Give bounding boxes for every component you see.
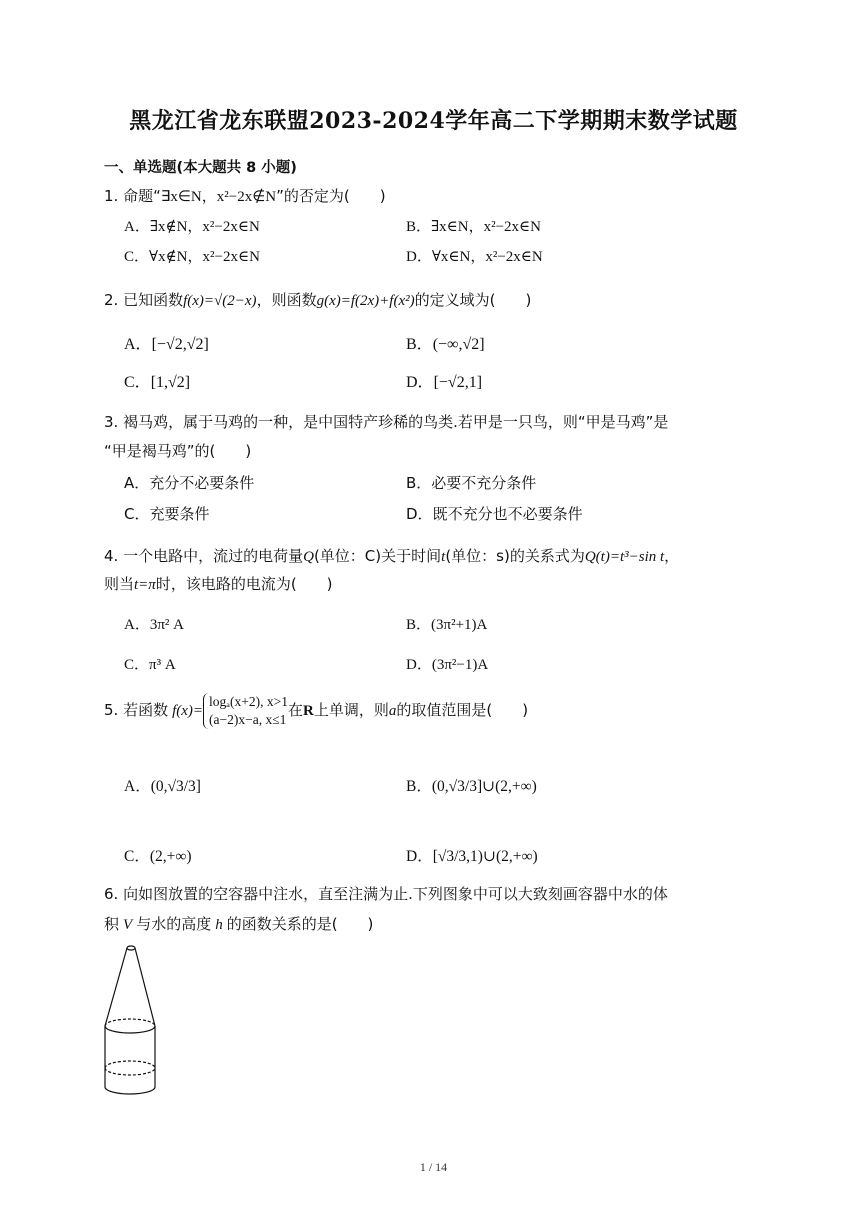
q5-option-a: A．(0,√3/3] xyxy=(124,778,201,795)
question-3-stem-line-1: 3. 褐马鸡，属于马鸡的一种，是中国特产珍稀的鸟类.若甲是一只鸟，则“甲是马鸡”是 xyxy=(104,413,669,431)
math-expression: Q(t)=t³−sin t xyxy=(584,549,665,565)
question-6-stem-line-1: 6. 向如图放置的空容器中注水，直至注满为止.下列图象中可以大致刻画容器中水的体 xyxy=(104,885,668,903)
q2-option-b: B．(−∞,√2] xyxy=(406,336,485,353)
math-expression: ∃x∈N，x²−2x∉N xyxy=(160,189,277,205)
q4-option-a: A．3π² A xyxy=(124,617,184,633)
page-number: 1 / 14 xyxy=(419,1160,448,1174)
question-4-stem-line-2: 则当t=π时，该电路的电流为( ) xyxy=(104,575,333,593)
question-4-stem-line-1: 4. 一个电路中，流过的电荷量Q(单位：C)关于时间t(单位：s)的关系式为Q(t)=t³−sin t， xyxy=(104,547,680,565)
q2-option-c: C．[1,√2] xyxy=(124,374,191,391)
container-figure xyxy=(98,942,168,1102)
q1-option-a: A．∃x∉N，x²−2x∈N xyxy=(124,219,260,235)
question-number: 6. xyxy=(104,885,119,903)
q2-option-a: A．[−√2,√2] xyxy=(124,336,209,353)
question-number: 1. xyxy=(104,187,119,205)
q3-option-b: B．必要不充分条件 xyxy=(406,474,537,492)
q4-option-b: B．(3π²+1)A xyxy=(406,617,488,633)
question-1-stem: 1. 命题“∃x∈N，x²−2x∉N”的否定为( ) xyxy=(104,187,386,205)
q5-option-b: B．(0,√3/3]∪(2,+∞) xyxy=(406,778,537,795)
math-expression: g(x)=f(2x)+f(x²) xyxy=(316,293,415,309)
q4-option-c: C．π³ A xyxy=(124,657,176,673)
q1-option-c: C．∀x∉N，x²−2x∈N xyxy=(124,249,260,265)
question-3-stem-line-2: “甲是褐马鸡”的( ) xyxy=(104,442,252,460)
question-number: 2. xyxy=(104,291,119,309)
question-number: 5. xyxy=(104,701,119,719)
q5-option-d: D．[√3/3,1)∪(2,+∞) xyxy=(406,848,538,865)
q3-option-a: A．充分不必要条件 xyxy=(124,474,255,492)
section-heading: 一、单选题(本大题共 8 小题) xyxy=(104,160,297,176)
q3-option-d: D．既不充分也不必要条件 xyxy=(406,505,583,523)
piecewise-function: logₐ(x+2), x>1 (a−2)x−a, x≤1 xyxy=(203,693,288,729)
q2-option-d: D．[−√2,1] xyxy=(406,374,483,391)
question-6-stem-line-2: 积 V 与水的高度 h 的函数关系的是( ) xyxy=(104,915,374,933)
q4-option-d: D．(3π²−1)A xyxy=(406,657,489,673)
question-2-stem: 2. 已知函数f(x)=√(2−x)，则函数g(x)=f(2x)+f(x²)的定义域为( ) xyxy=(104,291,532,309)
page-title: 黑龙江省龙东联盟2023-2024学年高二下学期期末数学试题 xyxy=(129,108,738,134)
question-5-stem: 5. 若函数 f(x)= logₐ(x+2), x>1 (a−2)x−a, x≤1 在R上单调，则a的取值范围是( ) xyxy=(104,693,529,727)
math-expression: f(x)=√(2−x) xyxy=(183,293,257,309)
question-number: 4. xyxy=(104,547,119,565)
q1-option-b: B．∃x∈N，x²−2x∈N xyxy=(406,219,541,235)
question-number: 3. xyxy=(104,413,119,431)
q5-option-c: C．(2,+∞) xyxy=(124,848,192,865)
q3-option-c: C．充要条件 xyxy=(124,505,210,523)
q1-option-d: D．∀x∈N，x²−2x∈N xyxy=(406,249,543,265)
